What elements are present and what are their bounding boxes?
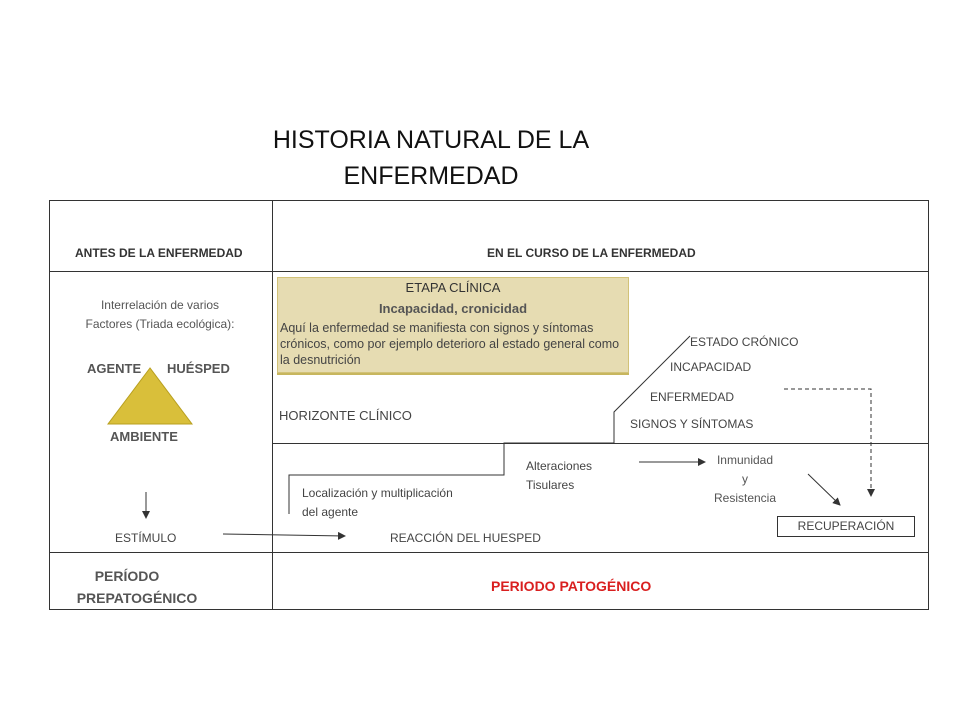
immunity-line-2: y bbox=[742, 472, 748, 486]
chronic-state-label: ESTADO CRÓNICO bbox=[690, 335, 799, 349]
immunity-line-1: Inmunidad bbox=[716, 453, 774, 467]
clinical-stage-subtitle: Incapacidad, cronicidad bbox=[378, 301, 528, 316]
immunity-line-3: Resistencia bbox=[713, 491, 777, 505]
title-line-1: HISTORIA NATURAL DE LA bbox=[272, 126, 590, 154]
title-line-2: ENFERMEDAD bbox=[343, 162, 519, 190]
recovery-box: RECUPERACIÓN bbox=[777, 516, 915, 537]
clinical-stage-title: ETAPA CLÍNICA bbox=[405, 280, 501, 295]
disability-label: INCAPACIDAD bbox=[670, 360, 752, 374]
disease-progression-line bbox=[289, 336, 690, 514]
pathogenic-period: PERIODO PATOGÉNICO bbox=[491, 578, 652, 594]
interrelation-line-1: Interrelación de varios bbox=[100, 298, 220, 312]
ecological-triad-triangle bbox=[108, 368, 192, 424]
clinical-horizon-label: HORIZONTE CLÍNICO bbox=[279, 408, 412, 423]
tissue-alterations-line-1: Alteraciones bbox=[526, 459, 593, 473]
environment-label: AMBIENTE bbox=[110, 429, 178, 444]
prepathogenic-period-line-1: PERÍODO bbox=[94, 568, 160, 584]
chronic-recovery-dashed-arrow bbox=[784, 389, 871, 496]
stimulus-label: ESTÍMULO bbox=[115, 531, 177, 545]
localization-line-1: Localización y multiplicación bbox=[302, 486, 453, 500]
clinical-stage-body: Aquí la enfermedad se manifiesta con signos y síntomas crónicos, como por ejemplo deterioro al estado general como la desnutrición bbox=[280, 321, 620, 367]
host-reaction-label: REACCIÓN DEL HUESPED bbox=[390, 531, 541, 545]
header-before: ANTES DE LA ENFERMEDAD bbox=[75, 246, 243, 260]
prepathogenic-period-line-2: PREPATOGÉNICO bbox=[76, 590, 198, 606]
tissue-alterations-line-2: Tisulares bbox=[526, 478, 575, 492]
header-during: EN EL CURSO DE LA ENFERMEDAD bbox=[487, 246, 696, 260]
agent-label: AGENTE bbox=[87, 361, 142, 376]
host-label: HUÉSPED bbox=[167, 361, 230, 376]
disease-label: ENFERMEDAD bbox=[650, 390, 735, 404]
localization-line-2: del agente bbox=[302, 505, 359, 519]
stimulus-reaction-arrow bbox=[223, 534, 345, 536]
signs-symptoms-label: SIGNOS Y SÍNTOMAS bbox=[630, 417, 754, 431]
interrelation-line-2: Factores (Triada ecológica): bbox=[85, 317, 235, 331]
immunity-recovery-arrow bbox=[808, 474, 840, 505]
